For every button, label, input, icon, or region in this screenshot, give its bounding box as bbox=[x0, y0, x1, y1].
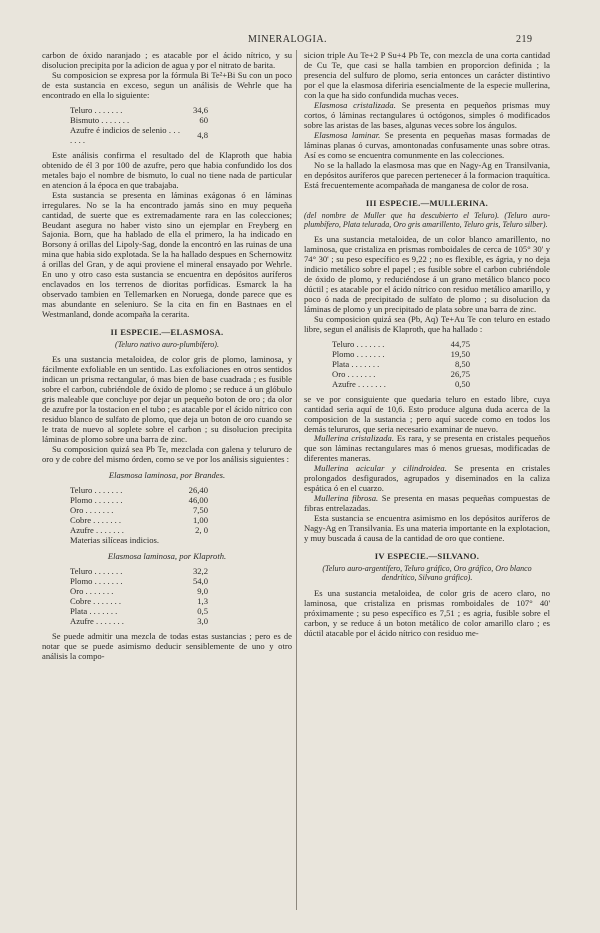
element-value bbox=[180, 536, 208, 546]
element-name: Oro . . . . . . . bbox=[332, 368, 376, 379]
element-name: Bismuto . . . . . . . bbox=[70, 114, 130, 125]
element-name: Teluro . . . . . . . bbox=[332, 338, 385, 349]
element-name: Oro . . . . . . . bbox=[70, 585, 114, 596]
page-number: 219 bbox=[516, 34, 533, 45]
paragraph: carbon de óxido naranjado ; es atacable por el ácido nítrico, y su disolucion precipita por la adicion de agua y por el nitrato de barita. bbox=[42, 50, 292, 70]
paragraph bbox=[304, 434, 550, 464]
analysis-row bbox=[70, 126, 208, 146]
analysis-title-klaproth: Elasmosa laminosa, por Klaproth. bbox=[107, 550, 227, 561]
paragraph-text: Es rara, y se presenta en cristales pequeños que son láminas rectangulares mas ó menos gruesas, modificadas de diferentes maneras. bbox=[304, 433, 550, 464]
element-value: 44,75 bbox=[450, 338, 470, 349]
variety-name: Mullerina acicular y cilindroidea. bbox=[314, 463, 447, 474]
paragraph-text: Se presenta en masas pequeñas compuestas de fibras entrelazadas. bbox=[304, 493, 550, 514]
paragraph-text: Se presenta en pequeños prismas muy cortos, ó láminas rectangulares ú octógonos, simples ó modificados sobre las aristas de las bases, algunas veces sobre los ángulos. bbox=[304, 99, 550, 130]
element-value: 46,00 bbox=[188, 495, 208, 506]
analysis-title-brandes: Elasmosa laminosa, por Brandes. bbox=[108, 470, 226, 481]
element-value: 1,00 bbox=[192, 514, 208, 525]
section-heading-elasmosa: II ESPECIE.—ELASMOSA. bbox=[110, 327, 224, 338]
element-value: 0,5 bbox=[197, 605, 208, 616]
element-value: 8,50 bbox=[454, 358, 470, 369]
element-name: Azufre . . . . . . . bbox=[70, 524, 124, 535]
paragraph: se ve por consiguiente que quedaria teluro en estado libre, cuya cantidad seria aquí de 10,6. Esto produce alguna duda acerca de la composicion de la sustancia ; pero aquí sucede como en todos los demás telururos, que seria necesario examinar de nuevo. bbox=[304, 393, 550, 434]
section-heading-silvano: IV ESPECIE.—SILVANO. bbox=[374, 551, 480, 562]
synonym-line: (Teluro nativo auro-plumbífero). bbox=[115, 340, 219, 350]
analysis-table-klaproth bbox=[70, 567, 208, 627]
element-name: Plata . . . . . . . bbox=[332, 358, 380, 369]
paragraph: sicion triple Au Te+2 P Su+4 Pb Te, con mezcla de una corta cantidad de Cu Te, que casi se halla tambien en proporcion definida ; la presencia del sulfuro de plomo, seria entonces un carácter distintivo por el que la elasmosa diferiria esencialmente de la especie mullerina, con la que ha sido confundida muchas veces. bbox=[304, 50, 550, 100]
element-value: 26,75 bbox=[450, 368, 470, 379]
element-value: 19,50 bbox=[450, 348, 470, 359]
analysis-row bbox=[70, 617, 208, 627]
paragraph: Su composicion quizá sea (Pb, Aq) Te+Au Te con teluro en estado libre, segun el análisis de Klaproth, que ha hallado : bbox=[304, 313, 550, 334]
analysis-row bbox=[70, 536, 208, 546]
element-value: 1,3 bbox=[197, 595, 208, 606]
element-name: Plomo . . . . . . . bbox=[70, 575, 123, 586]
running-head bbox=[0, 34, 600, 48]
synonym-line: (del nombre de Muller que ha descubierto el Teluro). (Teluro auro-plumbífero, Plata telurada, Oro gris amarillento, Teluro gris, Teluro silber). bbox=[304, 210, 550, 229]
paragraph: Se puede admitir una mezcla de todas estas sustancias ; pero es de notar que se puede asimismo deducir sensiblemente de uno y otro análisis la compo- bbox=[42, 630, 292, 661]
element-name: Cobre . . . . . . . bbox=[70, 514, 122, 525]
paragraph: Su composicion quizá sea Pb Te, mezclada con galena y telururo de oro y de cobre del mismo órden, como se ve por los análisis siguientes : bbox=[42, 444, 292, 465]
paragraph-text: Se presenta en cristales prolongados desfigurados, agrupados y diseminados en la caliza espática ó en el cuarzo. bbox=[304, 463, 551, 494]
paragraph: No se la hallado la elasmosa mas que en Nagy-Ag en Transilvania, en depósitos auríferos que parecen pertenecer á la formacion traquítica. Está frecuentemente acompañada de manganesa de color de rosa. bbox=[304, 159, 550, 190]
paragraph: Esta sustancia se encuentra asimismo en los depósitos auríferos de Nagy-Ag en Transilvania. Es una materia importante en la explotacion, y muy buscada á causa de la cantidad de oro que contiene. bbox=[304, 513, 550, 544]
element-name: Plomo . . . . . . . bbox=[70, 495, 123, 506]
element-value: 54,0 bbox=[192, 575, 208, 586]
paragraph: Es una sustancia metaloidea, de color gris de acero claro, no laminosa, que cristaliza en prismas romboidales de 107° 40' próximamente ; su peso específico es 7,51 ; es agria, fusible sobre el carbon, y se reduce á un boton metálico de color amarillo claro ; es dúctil atacable por el ácido nítrico con residuo me- bbox=[304, 587, 550, 638]
element-value: 60 bbox=[199, 114, 208, 125]
element-value: 3,0 bbox=[197, 615, 208, 626]
paragraph: Su composicion se expresa por la fórmula Bi Te²+Bi Su con un poco de esta sustancia en exceso, segun un análisis de Wehrle que ha encontrado en ella lo siguiente: bbox=[42, 69, 292, 100]
analysis-row bbox=[332, 380, 470, 390]
variety-name: Mullerina cristalizada. bbox=[314, 433, 394, 444]
paragraph: Es una sustancia metaloidea, de un color blanco amarillento, no laminosa, que cristaliza en prismas romboidales de cerca de 105° 30' y 74° 30' ; su peso específico es 9,22 ; no es flexible, es ágria, y no deja indicio metálico sobre el papel ; es fusible sobre el carbon cubriéndole de óxido de plomo, y reduciéndose á un grano metálico blanco poco dúctil ; es atacable por el ácido nítrico con residuo metálico amarillo, y poco ó nada de precipitado de sulfato de plomo ; su disolucion da láminas de plomo y un precipitado de plata sobre una barra de zinc. bbox=[304, 234, 550, 314]
element-value: 26,40 bbox=[188, 485, 208, 496]
element-value: 7,50 bbox=[192, 504, 208, 515]
element-value: 2, 0 bbox=[195, 524, 208, 535]
element-name: Plomo . . . . . . . bbox=[332, 348, 385, 359]
element-name: Cobre . . . . . . . bbox=[70, 595, 122, 606]
synonym-line: (Teluro auro-argentífero, Teluro gráfico, Oro gráfico, Oro blanco dendrítico, Silvano gráfico). bbox=[322, 564, 532, 583]
element-name: Azufre . . . . . . . bbox=[332, 378, 386, 389]
paragraph bbox=[304, 131, 550, 161]
analysis-table-mullerina bbox=[332, 340, 470, 390]
element-name: Oro . . . . . . . bbox=[70, 504, 114, 515]
column-divider bbox=[296, 50, 297, 910]
running-title: MINERALOGIA. bbox=[248, 34, 328, 45]
paragraph bbox=[304, 464, 550, 494]
analysis-table-wehrle bbox=[70, 106, 208, 146]
variety-name: Elasmosa cristalizada. bbox=[314, 99, 396, 110]
element-value: 9,0 bbox=[197, 585, 208, 596]
element-name: Teluro . . . . . . . bbox=[70, 485, 123, 496]
element-name: Plata . . . . . . . bbox=[70, 605, 118, 616]
paragraph: Es una sustancia metaloidea, de color gris de plomo, laminosa, y fácilmente exfoliable en un sentido. Las exfoliaciones en otros sentidos indican un prisma rectangular, ó mas bien de base cuadrada ; es fusible sobre el carbon, cubriéndole de óxido de plomo ; se reduce á un glóbulo gris maleable que concluye por dejar un pequeño boton de oro ; da olor de azufre por la tostacion en el tubo ; es atacable por el ácido nítrico con residuo blanco de sulfato de plomo, que deja un boton de oro cuando se le trata de nuevo al soplete sobre el carbon ; su disolucion precipita láminas de plomo sobre una barra de zinc. bbox=[42, 354, 292, 445]
element-value: 4,8 bbox=[197, 129, 208, 140]
paragraph-text: Se presenta en pequeñas masas formadas de láminas planas ó curvas, amontonadas confusamente unas sobre otras. Así es como se encuentra comunmente en las colecciones. bbox=[304, 129, 551, 160]
element-value: 32,2 bbox=[192, 565, 208, 576]
element-name: Azufre é indicios de selenio . . . . . . . bbox=[70, 124, 180, 145]
paragraph: Esta sustancia se presenta en láminas exágonas ó en láminas irregulares. No se la ha encontrado jamás sino en muy pequeña cantidad, de suerte que es extremadamente rara en las colecciones; Beudant asegura no haber visto sino un ejemplar en Freyberg en Sajonia. Born, que ha hablado de ella el primero, la ha indicado en Borsony á orillas del Lipoly-Sag, donde la encontró en las ruinas de una mina que habia sido explotada. Se la ha hallado despues en Schernowitz á orillas del Gran, y de aqui proviene el mineral ensayado por Wehrle. En uno y otro caso esta sustancia se encuentra en depósitos auríferos enclavados en los terrenos de dioritas porfídicas. Esmarck la ha observado tambien en Tellemarken en Noruega, donde parece que es mas abundante en seleniuro. Se la cita en fin en Bastnaes en el Westmanland, donde acompaña la cerarita. bbox=[42, 189, 292, 320]
left-column bbox=[42, 51, 292, 662]
element-name: Azufre . . . . . . . bbox=[70, 615, 124, 626]
variety-name: Mullerina fibrosa. bbox=[314, 493, 379, 504]
element-name: Teluro . . . . . . . bbox=[70, 565, 123, 576]
paragraph: Este análisis confirma el resultado del de Klaproth que habia obtenido de él 3 por 100 de azufre, pero que habia confundido los dos metales bajo el nombre de bismuto, lo cual no tiene nada de particular en atencion á la época en que trabajaba. bbox=[42, 149, 292, 190]
element-value: 34,6 bbox=[192, 104, 208, 115]
paragraph bbox=[304, 494, 550, 514]
element-name: Materias silíceas indicios. bbox=[70, 534, 160, 545]
element-value: 0,50 bbox=[454, 378, 470, 389]
section-heading-mullerina: III ESPECIE.—MULLERINA. bbox=[365, 197, 489, 208]
right-column bbox=[304, 51, 550, 638]
analysis-table-brandes bbox=[70, 486, 208, 546]
element-name: Teluro . . . . . . . bbox=[70, 104, 123, 115]
paragraph bbox=[304, 101, 550, 131]
variety-name: Elasmosa laminar. bbox=[314, 129, 381, 140]
